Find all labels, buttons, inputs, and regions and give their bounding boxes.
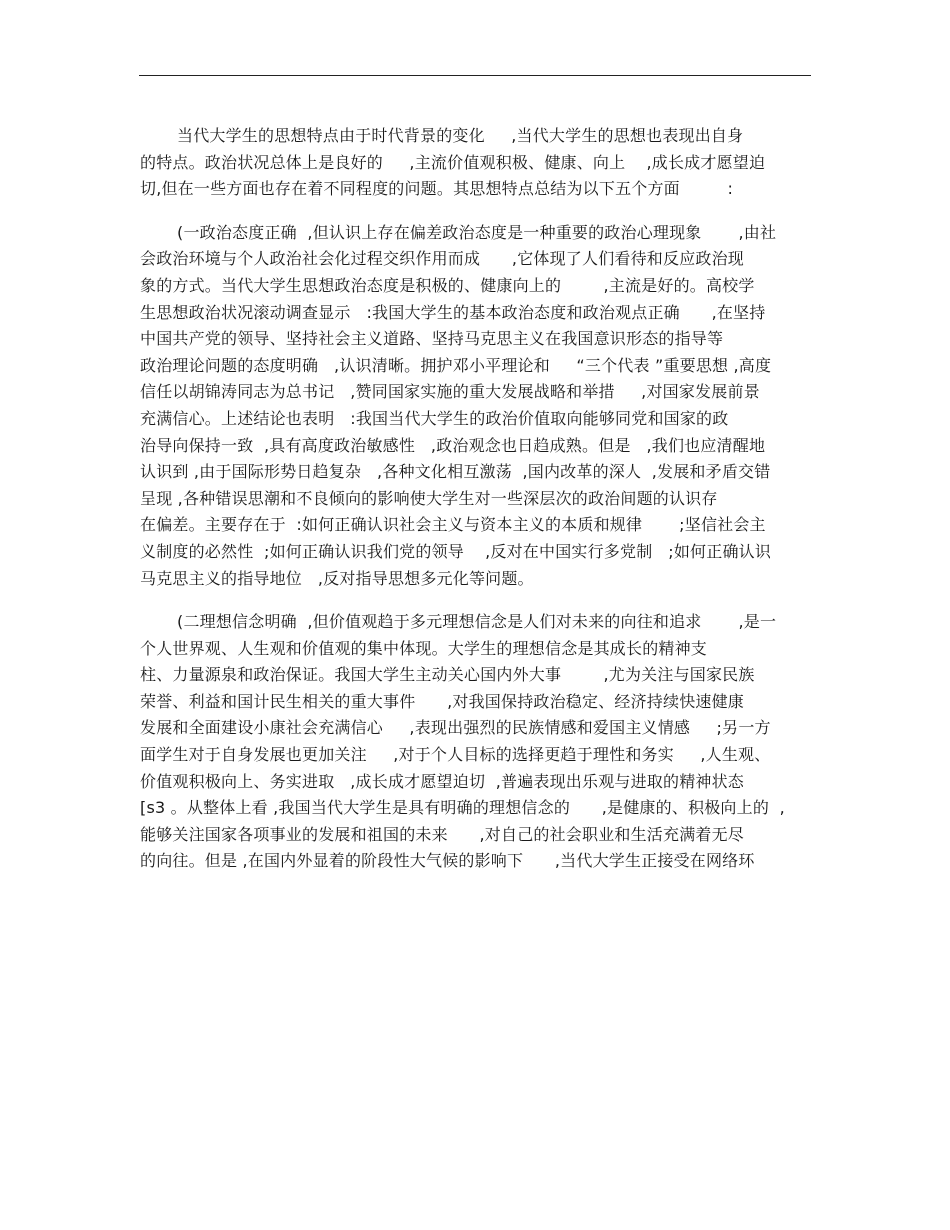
text-line: 充满信心。上述结论也表明 :我国当代大学生的政治价值取向能够同党和国家的政: [140, 408, 729, 428]
text-line: 切,但在一些方面也存在着不同程度的问题。其思想特点总结为以下五个方面 :: [140, 179, 734, 199]
text-line: 当代大学生的思想特点由于时代背景的变化 ,当代大学生的思想也表现出自身: [177, 126, 744, 145]
text-line: 会政治环境与个人政治社会化过程交织作用而成 ,它体现了人们看待和反应政治现: [140, 249, 745, 269]
text-line: 能够关注国家各项事业的发展和祖国的未来 ,对自己的社会职业和生活充满着无尽: [140, 824, 745, 844]
header-rule: [139, 75, 811, 76]
text-line: 柱、力量源泉和政治保证。我国大学生主动关心国内外大事 ,尤为关注与国家民族: [140, 665, 755, 685]
text-line: [s3 。从整体上看 ,我国当代大学生是具有明确的理想信念的 ,是健康的、积极向上的 ,: [140, 798, 785, 818]
text-line: (一政治态度正确 ,但认识上存在偏差政治态度是一种重要的政治心理现象 ,由社: [177, 222, 777, 242]
text-line: 面学生对于自身发展也更加关注 ,对于个人目标的选择更趋于理性和务实 ,人生观、: [140, 745, 771, 765]
document-body: [140, 123, 820, 892]
text-line: 政治理论问题的态度明确 ,认识清晰。拥护邓小平理论和 “三个代表 ”重要思想 ,高度: [140, 355, 772, 375]
text-line: 生思想政治状况滚动调查显示 :我国大学生的基本政治态度和政治观点正确 ,在坚持: [140, 302, 766, 322]
text-line: 发展和全面建设小康社会充满信心 ,表现出强烈的民族情感和爱国主义情感 ;另一方: [140, 718, 771, 738]
text-line: 中国共产党的领导、坚持社会主义道路、坚持马克思主义在我国意识形态的指导等: [140, 329, 724, 349]
text-line: 荣誉、利益和国计民生相关的重大事件 ,对我国保持政治稳定、经济持续快速健康: [140, 691, 745, 711]
text-line: 呈现 ,各种错误思潮和不良倾向的影响使大学生对一些深层次的政治间题的认识存: [140, 488, 718, 508]
text-line: 信任以胡锦涛同志为总书记 ,赞同国家实施的重大发展战略和举措 ,对国家发展前景: [140, 382, 760, 402]
text-line: 义制度的必然性 ;如何正确认识我们党的领导 ,反对在中国实行多党制 ;如何正确认识: [140, 541, 772, 561]
text-line: 治导向保持一致 ,具有高度政治敏感性 ,政治观念也日趋成熟。但是 ,我们也应清醒地: [140, 435, 766, 455]
paragraph-intro: [140, 123, 820, 203]
text-line: 马克思主义的指导地位 ,反对指导思想多元化等问题。: [140, 568, 534, 588]
text-line: (二理想信念明确 ,但价值观趋于多元理想信念是人们对未来的向往和追求 ,是一: [177, 612, 777, 632]
text-line: 个人世界观、人生观和价值观的集中体现。大学生的理想信念是其成长的精神支: [140, 638, 708, 658]
text-line: 象的方式。当代大学生思想政治态度是积极的、健康向上的 ,主流是好的。高校学: [140, 275, 755, 295]
text-line: 在偏差。主要存在于 :如何正确认识社会主义与资本主义的本质和规律 ;坚信社会主: [140, 515, 766, 535]
text-line: 的向往。但是 ,在国内外显着的阶段性大气候的影响下 ,当代大学生正接受在网络环: [140, 851, 755, 871]
text-line: 认识到 ,由于国际形势日趋复杂 ,各种文化相互激荡 ,国内改革的深人 ,发展和矛盾交错: [140, 462, 771, 482]
paragraph-ideals-beliefs: [140, 609, 820, 875]
text-line: 的特点。政治状况总体上是良好的 ,主流价值观积极、健康、向上 ,成长成才愿望迫: [140, 152, 766, 172]
text-line: 价值观积极向上、务实进取 ,成长成才愿望迫切 ,普遍表现出乐观与进取的精神状态: [140, 771, 745, 791]
paragraph-political-attitude: [140, 220, 820, 592]
